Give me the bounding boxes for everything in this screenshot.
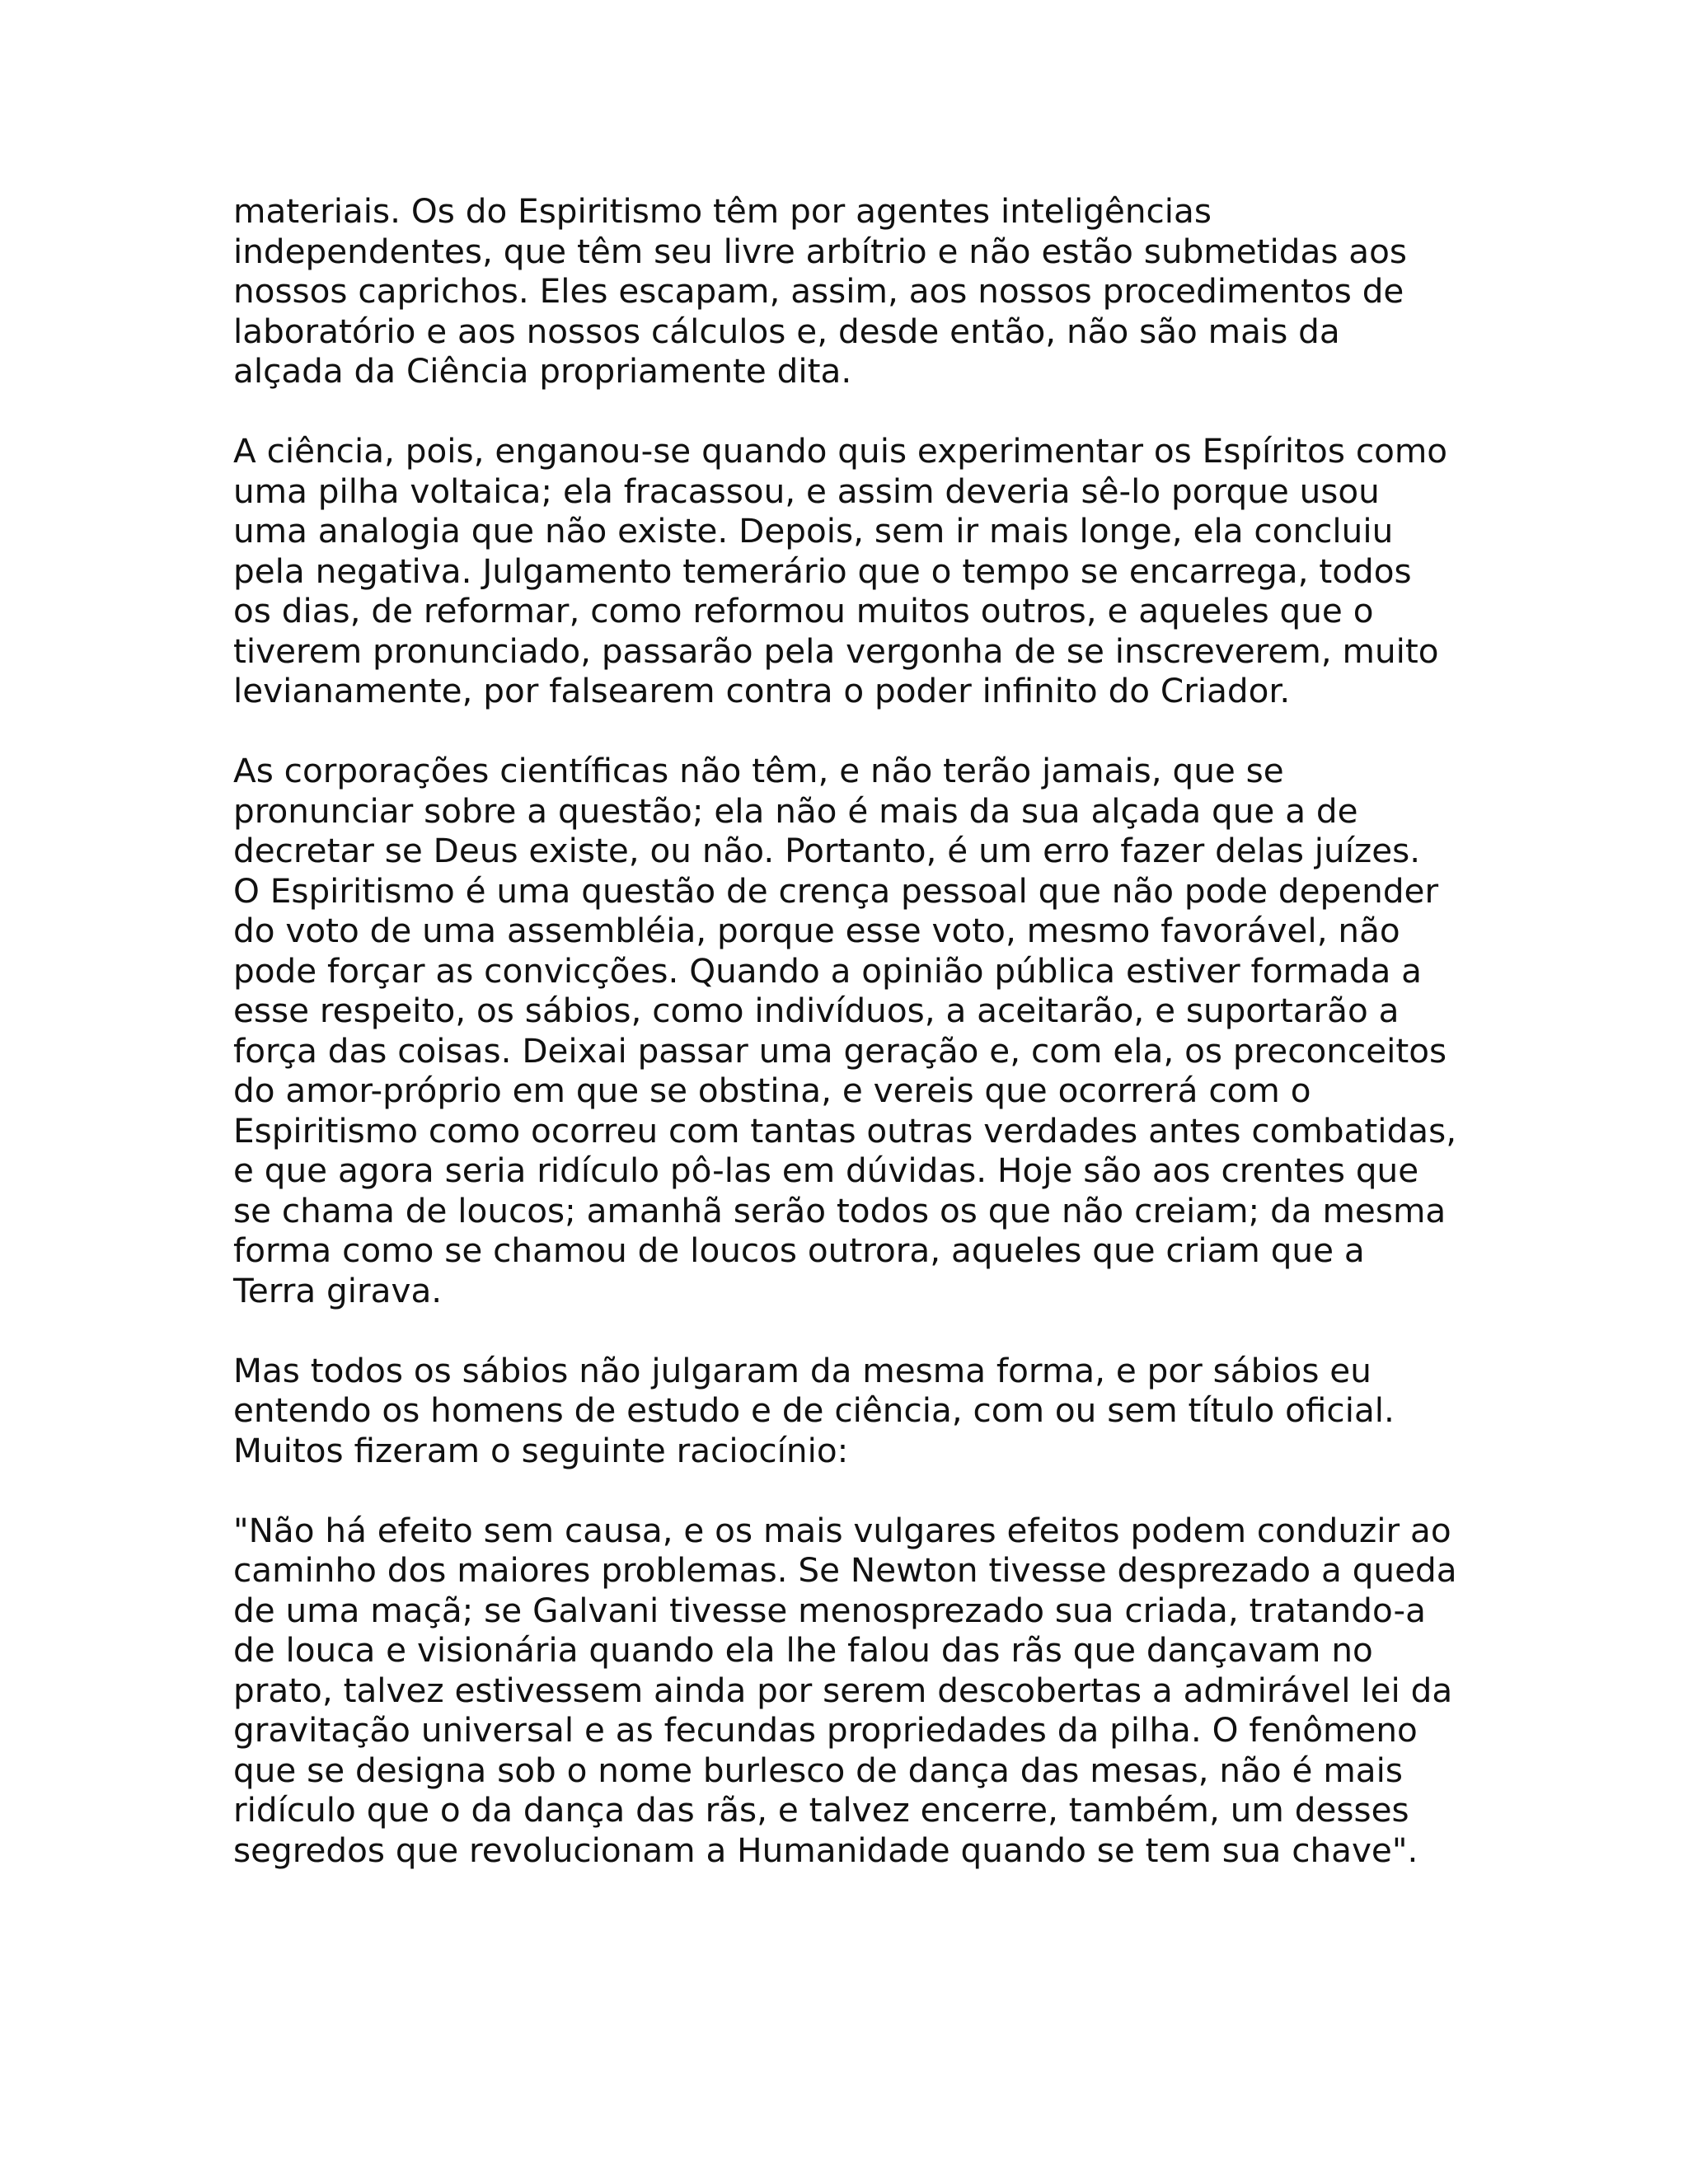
- text-line: pela negativa. Julgamento temerário que o tempo se encarrega, todos: [233, 551, 1412, 591]
- text-line: do amor-próprio em que se obstina, e vereis que ocorrerá com o: [233, 1071, 1311, 1110]
- document-page: [233, 191, 1470, 1910]
- paragraph-2: [233, 431, 1470, 711]
- text-line: pronunciar sobre a questão; ela não é mais da sua alçada que a de: [233, 790, 1358, 831]
- text-line: Muitos fizeram o seguinte raciocínio:: [233, 1430, 849, 1470]
- paragraph-4: [233, 1351, 1470, 1471]
- text-line: forma como se chamou de loucos outrora, aqueles que criam que a: [233, 1230, 1365, 1270]
- text-line: se chama de loucos; amanhã serão todos os que não creiam; da mesma: [233, 1190, 1447, 1230]
- text-line: materiais. Os do Espiritismo têm por agentes inteligências: [233, 191, 1212, 231]
- text-line: caminho dos maiores problemas. Se Newton tivesse desprezado a queda: [233, 1550, 1457, 1590]
- text-line: Terra girava.: [233, 1270, 443, 1310]
- text-line: esse respeito, os sábios, como indivíduos, a aceitarão, e suportarão a: [233, 991, 1400, 1030]
- text-line: que se designa sob o nome burlesco de dança das mesas, não é mais: [233, 1750, 1403, 1790]
- text-line: laboratório e aos nossos cálculos e, desde então, não são mais da: [233, 311, 1340, 351]
- text-line: decretar se Deus existe, ou não. Portanto, é um erro fazer delas juízes.: [233, 831, 1421, 870]
- text-line: do voto de uma assembléia, porque esse voto, mesmo favorável, não: [233, 911, 1400, 950]
- text-line: Mas todos os sábios não julgaram da mesma forma, e por sábios eu: [233, 1350, 1372, 1390]
- text-line: Espiritismo como ocorreu com tantas outras verdades antes combatidas,: [233, 1110, 1457, 1151]
- text-line: uma pilha voltaica; ela fracassou, e assim deveria sê-lo porque usou: [233, 471, 1380, 511]
- text-line: e que agora seria ridículo pô-las em dúvidas. Hoje são aos crentes que: [233, 1151, 1419, 1190]
- text-line: ridículo que o da dança das rãs, e talvez encerre, também, um desses: [233, 1790, 1409, 1830]
- text-line: levianamente, por falsearem contra o poder infinito do Criador.: [233, 671, 1291, 710]
- text-line: alçada da Ciência propriamente dita.: [233, 351, 852, 391]
- text-line: gravitação universal e as fecundas propriedades da pilha. O fenômeno: [233, 1710, 1418, 1750]
- text-line: de uma maçã; se Galvani tivesse menosprezado sua criada, tratando-a: [233, 1590, 1426, 1630]
- text-line: segredos que revolucionam a Humanidade quando se tem sua chave".: [233, 1830, 1418, 1870]
- text-line: os dias, de reformar, como reformou muitos outros, e aqueles que o: [233, 591, 1374, 630]
- text-line: A ciência, pois, enganou-se quando quis experimentar os Espíritos como: [233, 431, 1448, 471]
- text-line: entendo os homens de estudo e de ciência, com ou sem título oficial.: [233, 1390, 1395, 1430]
- text-line: prato, talvez estivessem ainda por serem descobertas a admirável lei da: [233, 1670, 1453, 1710]
- paragraph-1: [233, 191, 1470, 391]
- text-line: O Espiritismo é uma questão de crença pessoal que não pode depender: [233, 870, 1439, 911]
- text-line: força das coisas. Deixai passar uma geração e, com ela, os preconceitos: [233, 1030, 1447, 1071]
- text-line: de louca e visionária quando ela lhe falou das rãs que dançavam no: [233, 1630, 1373, 1670]
- text-line: nossos caprichos. Eles escapam, assim, aos nossos procedimentos de: [233, 271, 1404, 311]
- text-line: tiverem pronunciado, passarão pela vergonha de se inscreverem, muito: [233, 630, 1439, 671]
- text-line: pode forçar as convicções. Quando a opinião pública estiver formada a: [233, 950, 1422, 991]
- paragraph-3: [233, 751, 1470, 1310]
- text-line: "Não há efeito sem causa, e os mais vulgares efeitos podem conduzir ao: [233, 1510, 1451, 1550]
- paragraph-5-quote: [233, 1511, 1470, 1871]
- text-line: uma analogia que não existe. Depois, sem ir mais longe, ela concluiu: [233, 511, 1394, 551]
- text-line: independentes, que têm seu livre arbítrio e não estão submetidas aos: [233, 231, 1407, 271]
- text-line: As corporações científicas não têm, e não terão jamais, que se: [233, 751, 1284, 790]
